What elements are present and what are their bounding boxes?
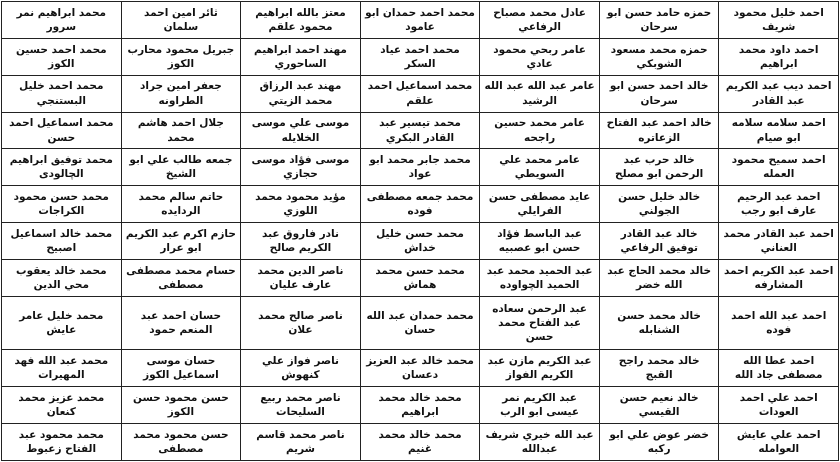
name-cell: ناصر صالح محمد علان: [241, 296, 361, 350]
name-cell: محمد اسماعيل احمد حسن: [2, 112, 122, 149]
table-row: [2, 223, 839, 260]
name-cell: محمد احمد عياد السكر: [360, 38, 480, 75]
table-row: [2, 296, 839, 350]
table-row: [2, 424, 839, 461]
name-cell: محمد احمد خليل البستنجي: [2, 75, 122, 112]
name-cell: حاتم سالم محمد الردايده: [121, 186, 241, 223]
name-cell: عامر عبد الله عبد الله الرشيد: [480, 75, 600, 112]
table-row: [2, 387, 839, 424]
name-cell: خالد حرب عبد الرحمن ابو مصلح: [599, 149, 719, 186]
name-cell: ناصر محمد قاسم شريم: [241, 424, 361, 461]
name-cell: حمزه محمد مسعود الشوبكي: [599, 38, 719, 75]
name-cell: احمد داود محمد ابراهيم: [719, 38, 839, 75]
name-cell: محمد جمعه مصطفى فوده: [360, 186, 480, 223]
name-cell: عامر محمد علي السويطي: [480, 149, 600, 186]
name-cell: عبد الحميد محمد عبد الحميد الچواوده: [480, 260, 600, 297]
name-cell: جعفر امين جراد الطراونه: [121, 75, 241, 112]
name-cell: محمد جابر محمد ابو عواد: [360, 149, 480, 186]
name-cell: مهند عبد الرزاق محمد الزيتي: [241, 75, 361, 112]
names-table: [1, 1, 839, 461]
name-cell: محمد ابراهيم نمر سرور: [2, 2, 122, 39]
name-cell: ثائر امين احمد سلمان: [121, 2, 241, 39]
name-cell: محمد خالد اسماعيل اصبيح: [2, 223, 122, 260]
name-cell: جمعه طالب علي ابو الشيخ: [121, 149, 241, 186]
name-cell: عبد الله خيري شريف عبدالله: [480, 424, 600, 461]
name-cell: خالد محمد حسن الشنابله: [599, 296, 719, 350]
name-cell: محمد تيسير عبد القادر البكري: [360, 112, 480, 149]
name-cell: محمد توفيق ابراهيم الچالودى: [2, 149, 122, 186]
name-cell: حسام محمد مصطفى مصطفى: [121, 260, 241, 297]
name-cell: نادر فاروق عبد الكريم صالح: [241, 223, 361, 260]
name-cell: محمد حسن خليل خداش: [360, 223, 480, 260]
name-cell: محمد عزيز محمد كنعان: [2, 387, 122, 424]
name-cell: خالد احمد عبد الفتاح الزعاتره: [599, 112, 719, 149]
name-cell: احمد سميح محمود العمله: [719, 149, 839, 186]
name-cell: حسان احمد عبد المنعم حمود: [121, 296, 241, 350]
name-cell: محمد عبد الله فهد المهيرات: [2, 350, 122, 387]
name-cell: مهند احمد ابراهيم الساحوري: [241, 38, 361, 75]
name-cell: عبد الكريم نمر عيسى ابو الرب: [480, 387, 600, 424]
name-cell: جبريل محمود محارب الكوز: [121, 38, 241, 75]
name-cell: احمد عبد القادر محمد العناني: [719, 223, 839, 260]
name-cell: احمد عطا الله مصطفى جاد الله: [719, 350, 839, 387]
name-cell: حازم اكرم عبد الكريم ابو عرار: [121, 223, 241, 260]
names-table-body: [2, 2, 839, 461]
name-cell: موسى فؤاد موسى حجازي: [241, 149, 361, 186]
name-cell: محمد خالد يعقوب محي الدين: [2, 260, 122, 297]
name-cell: عادل محمد مصباح الرفاعي: [480, 2, 600, 39]
table-row: [2, 260, 839, 297]
name-cell: عبد الكريم مازن عبد الكريم الفواز: [480, 350, 600, 387]
name-cell: ناصر الدين محمد عارف عليان: [241, 260, 361, 297]
name-cell: جلال احمد هاشم محمد: [121, 112, 241, 149]
name-cell: خالد عبد القادر توفيق الرفاعي: [599, 223, 719, 260]
name-cell: خالد محمد راجح القبج: [599, 350, 719, 387]
name-cell: احمد علي احمد العودات: [719, 387, 839, 424]
name-cell: خالد خليل حسن الجولني: [599, 186, 719, 223]
name-cell: حسن محمود محمد مصطفى: [121, 424, 241, 461]
name-cell: محمد خالد محمد ابراهيم: [360, 387, 480, 424]
table-row: [2, 350, 839, 387]
name-cell: احمد علي عايش العوامله: [719, 424, 839, 461]
name-cell: عامر ربحي محمود عادي: [480, 38, 600, 75]
name-cell: احمد ديب عبد الكريم عبد القادر: [719, 75, 839, 112]
name-cell: محمد خليل عامر عايش: [2, 296, 122, 350]
name-cell: محمد احمد حمدان ابو عامود: [360, 2, 480, 39]
name-cell: حسان موسى اسماعيل الكوز: [121, 350, 241, 387]
table-row: [2, 149, 839, 186]
name-cell: عبد الباسط فؤاد حسن ابو عصبيه: [480, 223, 600, 260]
table-row: [2, 2, 839, 39]
name-cell: موسى علي موسى الخلايله: [241, 112, 361, 149]
name-cell: احمد سلامه سلامه ابو صيام: [719, 112, 839, 149]
name-cell: خالد احمد حسن ابو سرحان: [599, 75, 719, 112]
name-cell: عايد مصطفى حسن الفرايلي: [480, 186, 600, 223]
name-cell: خالد نعيم حسن القيسي: [599, 387, 719, 424]
table-row: [2, 75, 839, 112]
name-cell: محمد محمود عبد الفتاح زعبوط: [2, 424, 122, 461]
name-cell: محمد اسماعيل احمد علقم: [360, 75, 480, 112]
name-cell: محمد احمد حسين الكوز: [2, 38, 122, 75]
name-cell: محمد حسن محمد هماش: [360, 260, 480, 297]
name-cell: احمد خليل محمود شريف: [719, 2, 839, 39]
name-cell: حمزه حامد حسن ابو سرحان: [599, 2, 719, 39]
name-cell: خضر عوض علي ابو ركبه: [599, 424, 719, 461]
name-cell: محمد حسن محمود الكراجات: [2, 186, 122, 223]
name-cell: محمد خالد محمد غنيم: [360, 424, 480, 461]
name-cell: احمد عبد الكريم احمد المشارفه: [719, 260, 839, 297]
name-cell: ناصر فواز علي كنهوش: [241, 350, 361, 387]
name-cell: ناصر محمد ربيع السليحات: [241, 387, 361, 424]
name-cell: معتز بالله ابراهيم محمود علقم: [241, 2, 361, 39]
name-cell: مؤيد محمود محمد اللوزي: [241, 186, 361, 223]
name-cell: محمد خالد عبد العزيز دعسان: [360, 350, 480, 387]
name-cell: احمد عبد الرحيم عارف ابو رجب: [719, 186, 839, 223]
table-row: [2, 38, 839, 75]
name-cell: حسن محمود حسن الكوز: [121, 387, 241, 424]
name-cell: خالد محمد الحاج عبد الله خضر: [599, 260, 719, 297]
name-cell: عامر محمد حسين راجحه: [480, 112, 600, 149]
name-cell: عبد الرحمن سعاده عبد الفتاح محمد حسن: [480, 296, 600, 350]
table-row: [2, 112, 839, 149]
name-cell: محمد حمدان عبد الله حسان: [360, 296, 480, 350]
name-cell: احمد عبد الله احمد فوده: [719, 296, 839, 350]
table-row: [2, 186, 839, 223]
